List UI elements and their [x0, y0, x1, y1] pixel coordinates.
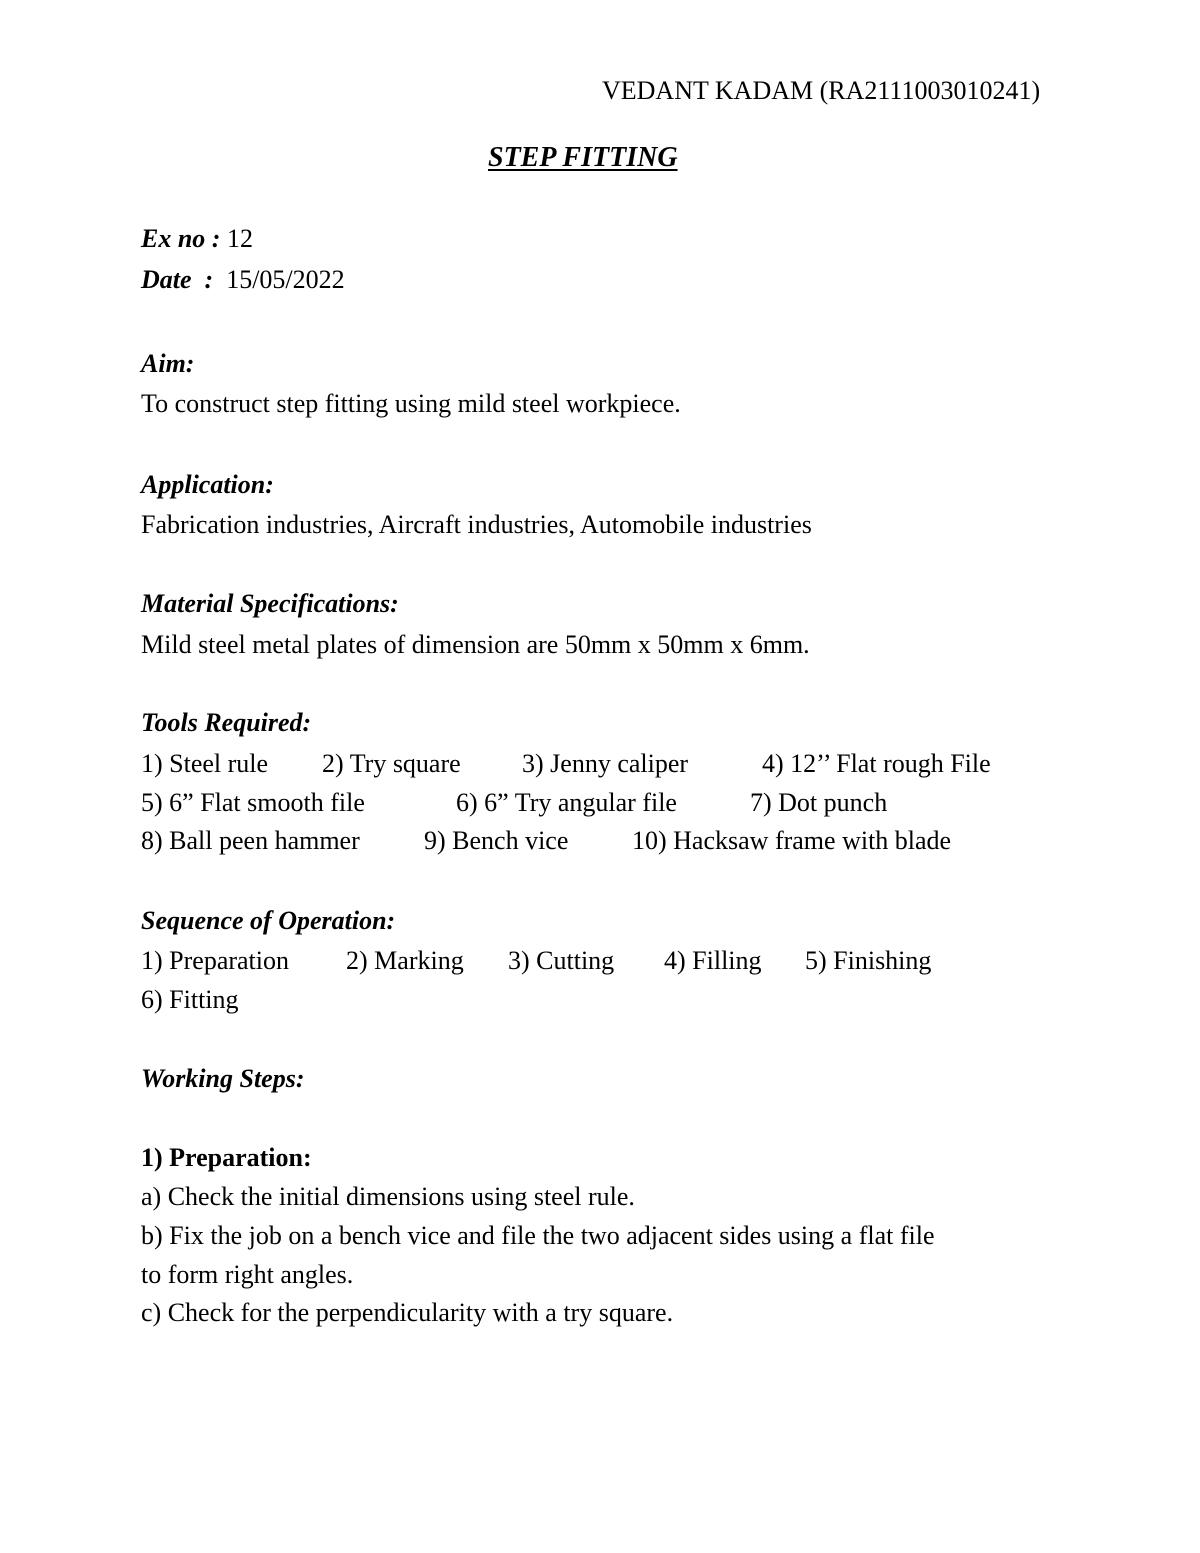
sequence-item: 5) Finishing [805, 946, 932, 975]
application-text: Fabrication industries, Aircraft industries, Automobile industries [141, 510, 812, 539]
tool-item: 3) Jenny caliper [522, 749, 689, 778]
exercise-number-value: 12 [226, 224, 253, 253]
step-c: c) Check for the perpendicularity with a try square. [141, 1298, 674, 1327]
step-a: a) Check the initial dimensions using steel rule. [141, 1182, 635, 1211]
tool-item: 9) Bench vice [424, 826, 569, 855]
sequence-item: 4) Filling [664, 946, 762, 975]
author-header: VEDANT KADAM (RA2111003010241) [602, 76, 1041, 105]
tool-item: 5) 6” Flat smooth file [141, 788, 365, 817]
sequence-item: 3) Cutting [508, 946, 615, 975]
tool-item: 7) Dot punch [750, 788, 888, 817]
step-b-line2: to form right angles. [141, 1260, 354, 1289]
tool-item: 1) Steel rule [141, 749, 269, 778]
material-text: Mild steel metal plates of dimension are 50mm x 50mm x 6mm. [141, 630, 810, 659]
aim-heading: Aim: [141, 349, 195, 378]
working-steps-heading: Working Steps: [141, 1064, 305, 1093]
preparation-subheading: 1) Preparation: [141, 1143, 312, 1172]
exercise-number [141, 226, 253, 252]
aim-text: To construct step fitting using mild steel workpiece. [141, 389, 681, 418]
step-b-line1: b) Fix the job on a bench vice and file the two adjacent sides using a flat file [141, 1221, 935, 1250]
material-heading: Material Specifications: [141, 589, 399, 618]
sequence-heading: Sequence of Operation: [141, 906, 396, 935]
tool-item: 6) 6” Try angular file [456, 788, 677, 817]
page-title: STEP FITTING [488, 142, 678, 173]
tool-item: 10) Hacksaw frame with blade [632, 826, 952, 855]
sequence-item: 2) Marking [346, 946, 464, 975]
date-label: Date : [141, 265, 214, 294]
sequence-item: 6) Fitting [141, 985, 239, 1014]
tool-item: 2) Try square [322, 749, 461, 778]
date-value: 15/05/2022 [226, 265, 345, 294]
tools-heading: Tools Required: [141, 708, 312, 737]
tool-item: 8) Ball peen hammer [141, 826, 360, 855]
application-heading: Application: [141, 470, 274, 499]
sequence-item: 1) Preparation [141, 946, 290, 975]
exercise-number-label: Ex no : [141, 224, 221, 253]
exercise-date [141, 267, 345, 293]
tool-item: 4) 12’’ Flat rough File [762, 749, 991, 778]
